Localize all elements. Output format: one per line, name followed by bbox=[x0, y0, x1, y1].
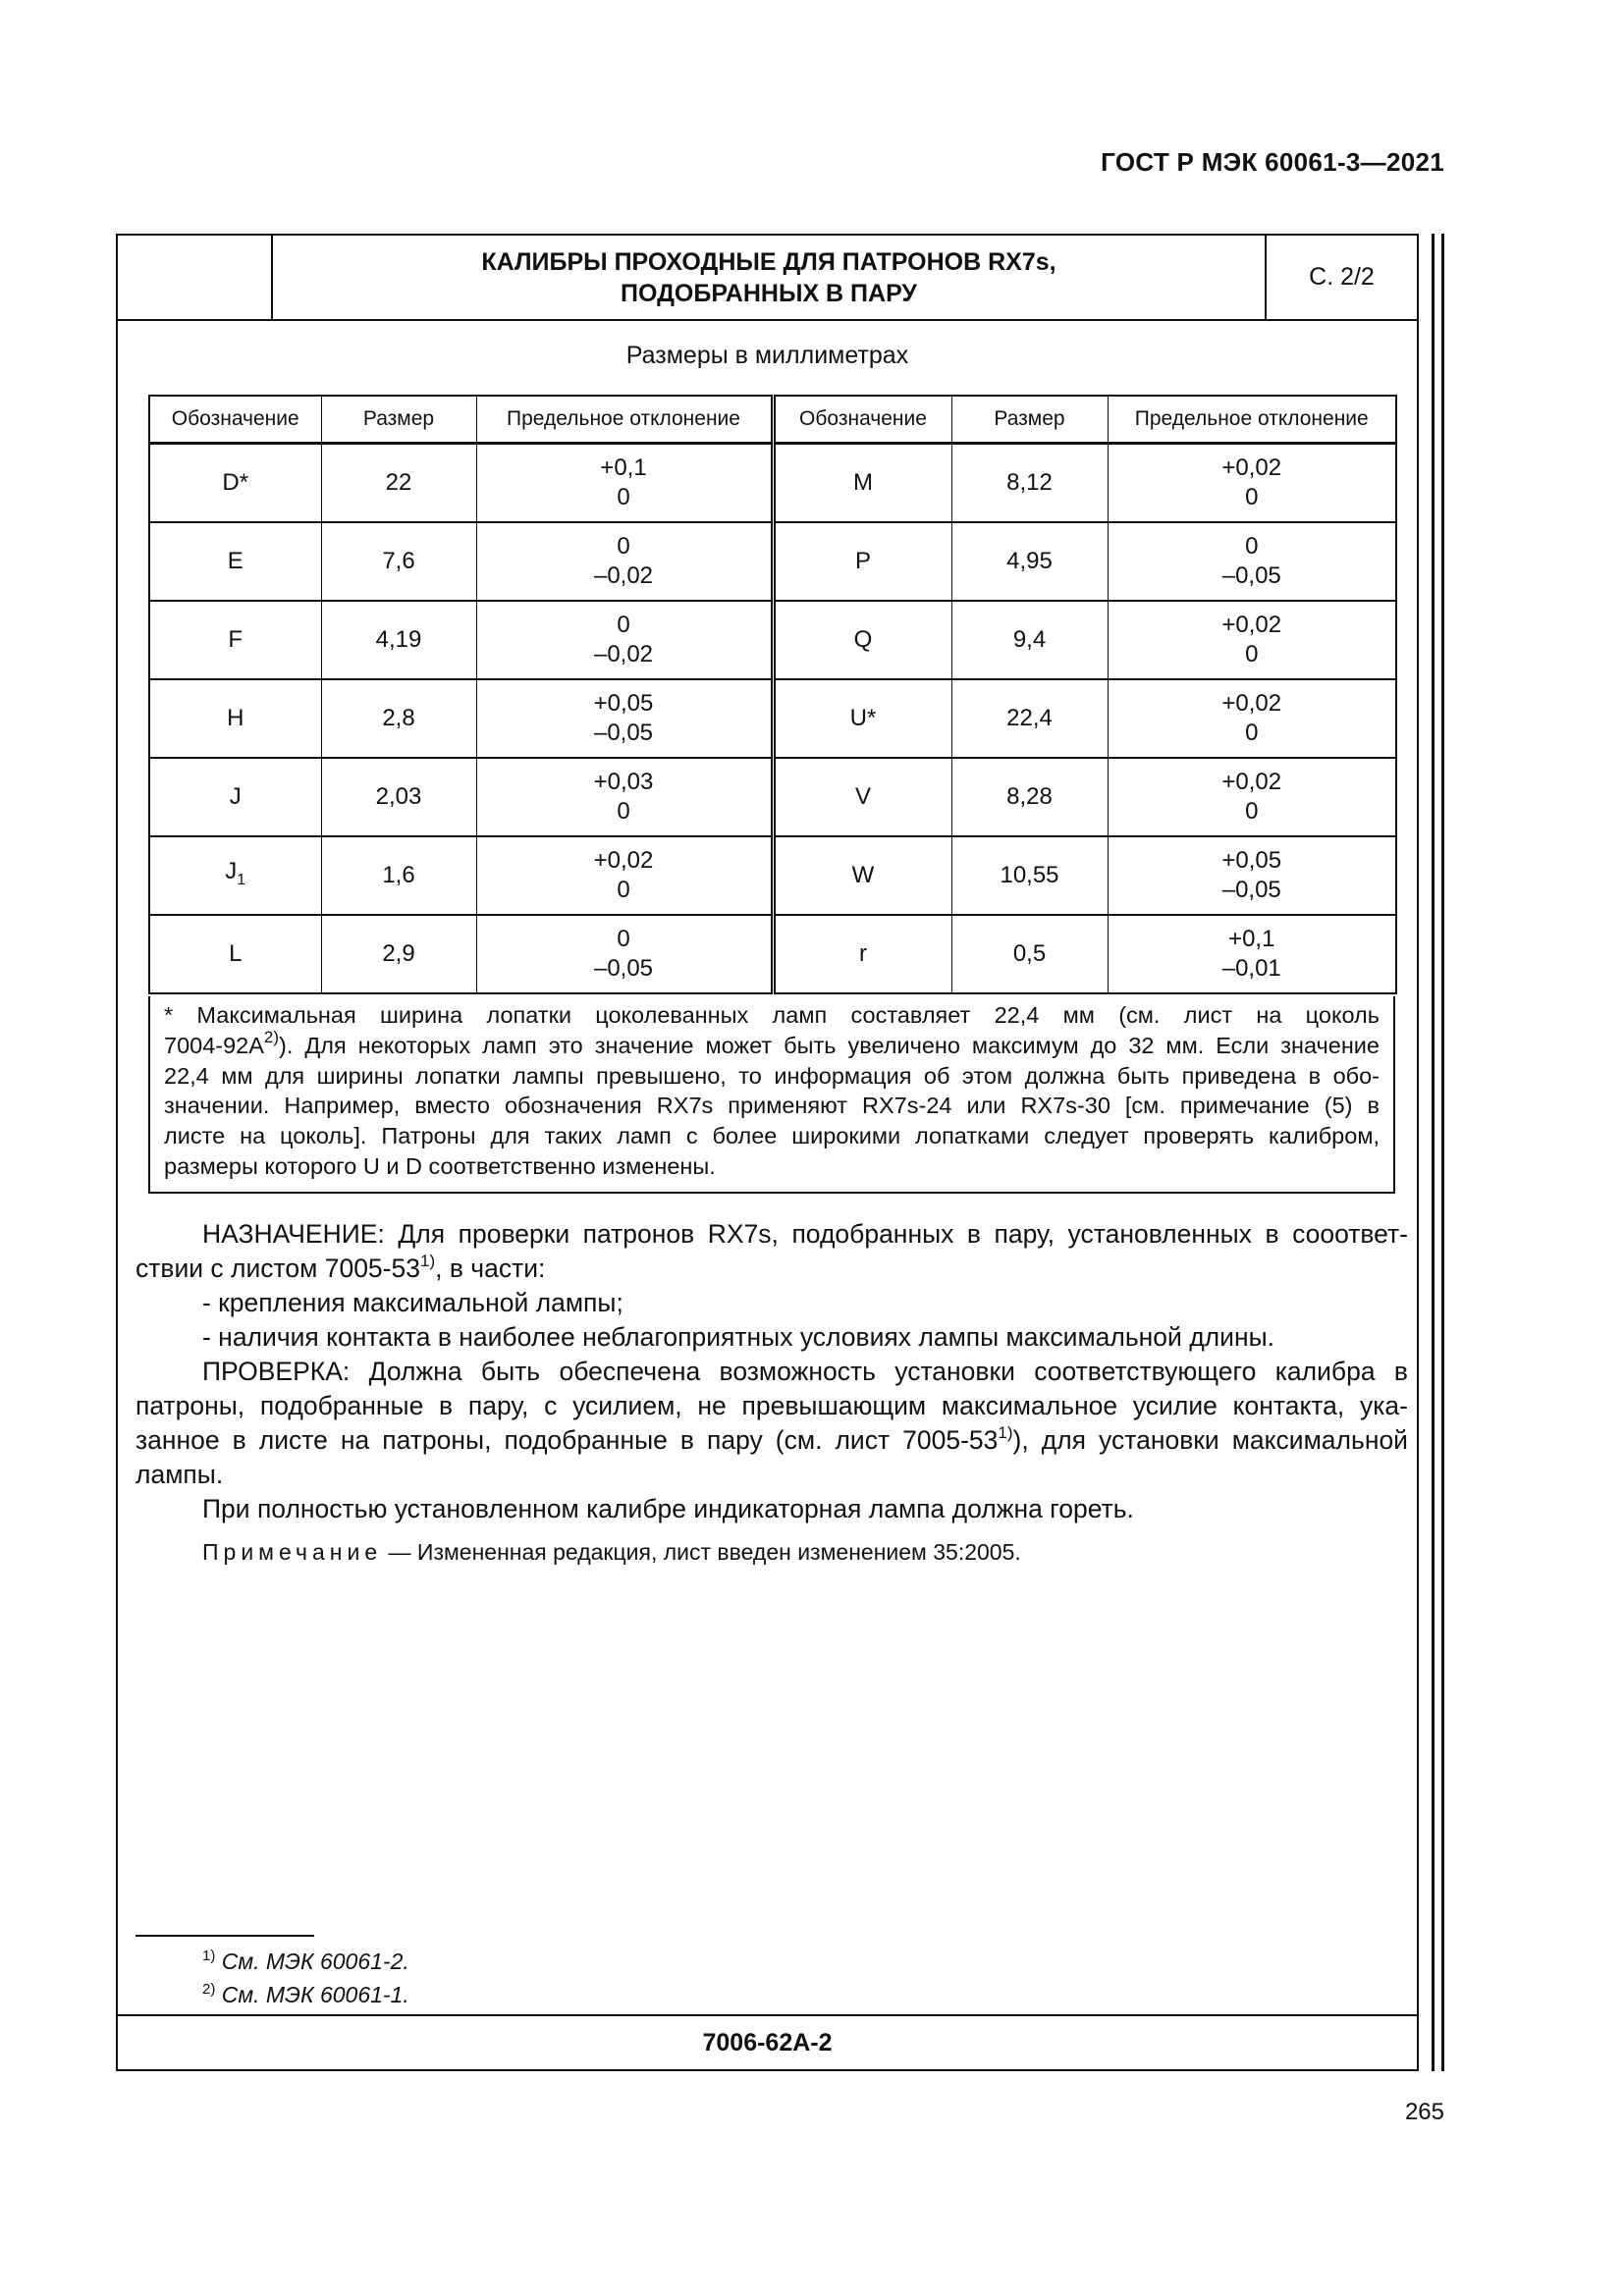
designation-cell: D* bbox=[149, 444, 321, 523]
list-item: - наличия контакта в наиболее неблагоприятных условиях лампы максимальной длины. bbox=[202, 1322, 1274, 1352]
designation-cell: F bbox=[149, 601, 321, 679]
sheet-title bbox=[273, 236, 1267, 319]
sheet-code: 7006-62A-2 bbox=[118, 2014, 1417, 2069]
designation-cell: r bbox=[773, 915, 951, 993]
check-paragraph: занное в листе на патроны, подобранные в пару (см. лист 7005-53$^{1)}$), для установки максимальной bbox=[135, 1423, 1408, 1455]
designation-cell: H bbox=[149, 679, 321, 758]
footnote-line: 22,4 мм для ширины лопатки лампы превышено, то информация об этом должна быть приведена в обо- bbox=[164, 1062, 1380, 1089]
column-header: Обозначение bbox=[149, 396, 321, 444]
purpose-paragraph: НАЗНАЧЕНИЕ: Для проверки патронов RX7s, подобранных в пару, установленных в сооответ- bbox=[202, 1219, 1408, 1249]
title-block bbox=[118, 236, 1417, 321]
body-text bbox=[135, 1217, 1408, 1526]
tolerance-cell: 0 –0,05 bbox=[476, 915, 773, 993]
document-standard-header: ГОСТ Р МЭК 60061-3—2021 bbox=[1101, 147, 1444, 177]
page-footnote: $^{2)}$ См. МЭК 60061-1. bbox=[202, 1981, 409, 2007]
tolerance-cell: +0,02 0 bbox=[1108, 758, 1396, 836]
column-header: Размер bbox=[321, 396, 476, 444]
column-header: Предельное отклонение bbox=[1108, 396, 1396, 444]
designation-cell: U* bbox=[773, 679, 951, 758]
table-row bbox=[149, 679, 1396, 758]
designation-cell: W bbox=[773, 836, 951, 915]
tolerance-cell: +0,02 0 bbox=[1108, 601, 1396, 679]
designation-cell: P bbox=[773, 522, 951, 601]
designation-cell: Q bbox=[773, 601, 951, 679]
size-cell: 0,5 bbox=[951, 915, 1108, 993]
check-paragraph: лампы. bbox=[135, 1460, 224, 1489]
designation-cell: $J_1$ bbox=[149, 836, 321, 915]
note bbox=[202, 1539, 1021, 1566]
table-row bbox=[149, 522, 1396, 601]
footnote-ref: 1) bbox=[998, 1423, 1013, 1442]
tolerance-cell: +0,05 –0,05 bbox=[1108, 836, 1396, 915]
footnote-ref: 2) bbox=[263, 1027, 280, 1046]
table-row bbox=[149, 836, 1396, 915]
tolerance-cell: +0,03 0 bbox=[476, 758, 773, 836]
tolerance-cell: +0,1 –0,01 bbox=[1108, 915, 1396, 993]
table-row bbox=[149, 444, 1396, 523]
size-cell: 8,28 bbox=[951, 758, 1108, 836]
table-row bbox=[149, 915, 1396, 993]
table-header-row bbox=[149, 396, 1396, 444]
sheet-frame bbox=[116, 234, 1419, 2071]
sheet-page-indicator: С. 2/2 bbox=[1309, 263, 1375, 291]
tolerance-cell: 0 –0,02 bbox=[476, 522, 773, 601]
tolerance-cell: +0,02 0 bbox=[1108, 679, 1396, 758]
footnote-mark: 2) bbox=[202, 1981, 216, 1998]
page-footnote: $^{1)}$ См. МЭК 60061-2. bbox=[202, 1948, 409, 1974]
table-row bbox=[149, 758, 1396, 836]
size-cell: 4,95 bbox=[951, 522, 1108, 601]
size-cell: 2,8 bbox=[321, 679, 476, 758]
table-row bbox=[149, 601, 1396, 679]
indicator-paragraph: При полностью установленном калибре индикаторная лампа должна гореть. bbox=[202, 1494, 1134, 1523]
footnote-ref: 1) bbox=[419, 1252, 436, 1270]
list-item: - крепления максимальной лампы; bbox=[202, 1288, 623, 1317]
size-cell: 2,9 bbox=[321, 915, 476, 993]
size-cell: 4,19 bbox=[321, 601, 476, 679]
designation-cell: L bbox=[149, 915, 321, 993]
purpose-paragraph: ствии с листом 7005-53$^{1)}$, в части: bbox=[135, 1252, 546, 1283]
designation-cell: E bbox=[149, 522, 321, 601]
footnote-line: значении. Например, вместо обозначения RX7s применяют RX7s-24 или RX7s-30 [см. примечание (5) в bbox=[164, 1093, 1380, 1119]
footnote-line: размеры которого U и D соответственно изменены. bbox=[164, 1152, 716, 1179]
column-header: Предельное отклонение bbox=[476, 396, 773, 444]
check-paragraph: ПРОВЕРКА: Должна быть обеспечена возможность установки соответствующего калибра в bbox=[202, 1357, 1408, 1386]
size-cell: 10,55 bbox=[951, 836, 1108, 915]
designation-cell: V bbox=[773, 758, 951, 836]
page-number: 265 bbox=[1404, 2099, 1444, 2125]
units-caption: Размеры в миллиметрах bbox=[625, 342, 909, 369]
size-cell: 22 bbox=[321, 444, 476, 523]
tolerance-cell: 0 –0,05 bbox=[1108, 522, 1396, 601]
size-cell: 1,6 bbox=[321, 836, 476, 915]
note-label: Примечание bbox=[202, 1539, 383, 1565]
sheet-title-line: КАЛИБРЫ ПРОХОДНЫЕ ДЛЯ ПАТРОНОВ RX7s, bbox=[481, 247, 1056, 276]
tolerance-cell: +0,02 0 bbox=[1108, 444, 1396, 523]
frame-rail bbox=[1441, 234, 1444, 2071]
table-footnote bbox=[148, 996, 1395, 1194]
footnote-mark: 1) bbox=[202, 1948, 216, 1964]
tolerance-cell: +0,1 0 bbox=[476, 444, 773, 523]
footnote-rule bbox=[135, 1935, 314, 1937]
frame-rail bbox=[1432, 234, 1435, 2071]
note-text: — Измененная редакция, лист введен изменением 35:2005. bbox=[382, 1539, 1021, 1565]
size-cell: 2,03 bbox=[321, 758, 476, 836]
sheet-title-line: ПОДОБРАННЫХ В ПАРУ bbox=[621, 279, 917, 307]
check-paragraph: патроны, подобранные в пару, с усилием, не превышающим максимальное усилие контакта, ука- bbox=[135, 1391, 1408, 1420]
tolerance-cell: 0 –0,02 bbox=[476, 601, 773, 679]
size-cell: 8,12 bbox=[951, 444, 1108, 523]
footnote-line: * Максимальная ширина лопатки цоколеванных ламп составляет 22,4 мм (см. лист на цоколь bbox=[164, 1002, 1380, 1028]
dimensions-table bbox=[148, 395, 1397, 994]
size-cell: 22,4 bbox=[951, 679, 1108, 758]
size-cell: 7,6 bbox=[321, 522, 476, 601]
size-cell: 9,4 bbox=[951, 601, 1108, 679]
designation-cell: J bbox=[149, 758, 321, 836]
tolerance-cell: +0,05 –0,05 bbox=[476, 679, 773, 758]
footnote-line: листе на цоколь]. Патроны для таких ламп с более широкими лопатками следует проверять калибром, bbox=[164, 1123, 1380, 1149]
footnote-line: $7004-92A^{2)}$). Для некоторых ламп это значение может быть увеличено максимум до 32 мм. Если значение bbox=[164, 1027, 1380, 1058]
designation-cell: M bbox=[773, 444, 951, 523]
title-blank-cell bbox=[118, 236, 273, 319]
column-header: Обозначение bbox=[773, 396, 951, 444]
column-header: Размер bbox=[951, 396, 1108, 444]
tolerance-cell: +0,02 0 bbox=[476, 836, 773, 915]
